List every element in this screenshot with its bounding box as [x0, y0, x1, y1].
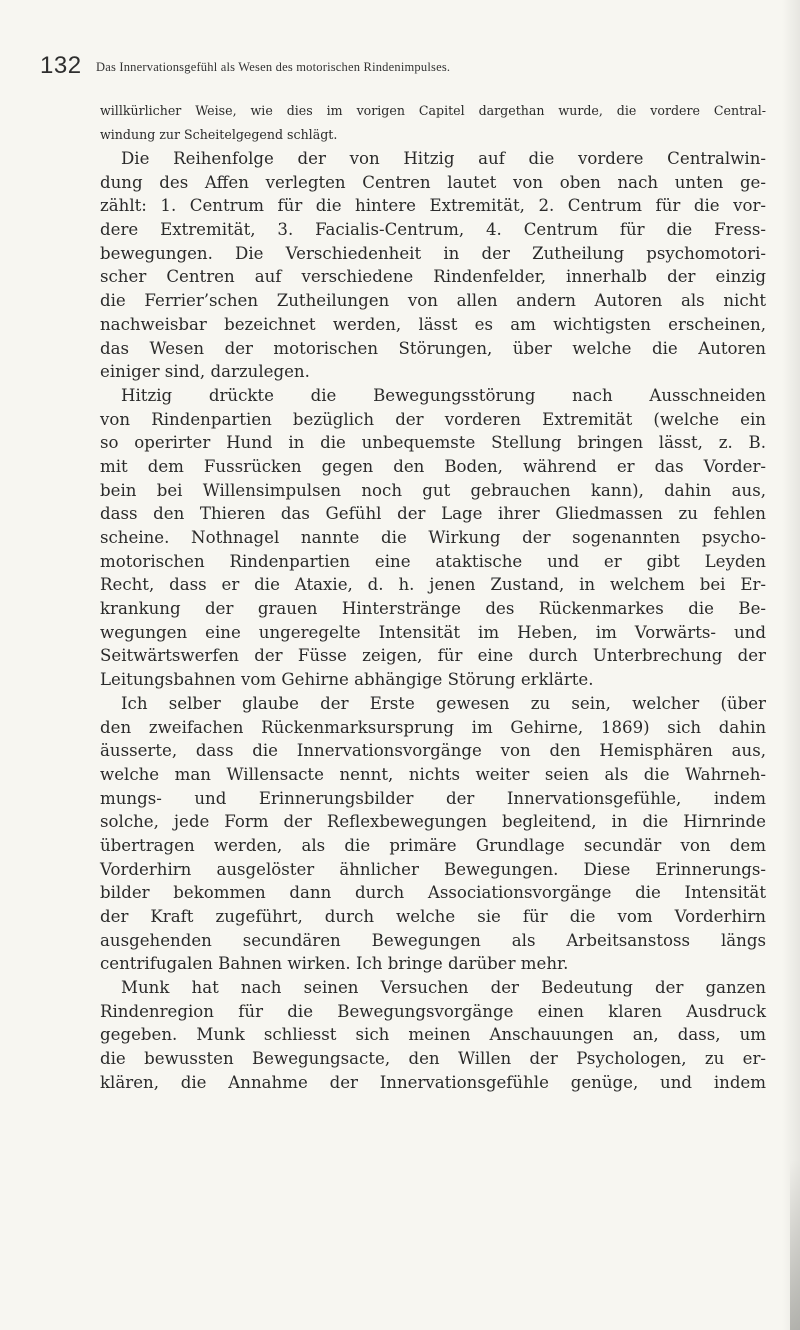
text-line: äusserte, dass die Innervationsvorgänge von den Hemisphären aus, [100, 741, 766, 761]
text-line: der Kraft zugeführt, durch welche sie für die vom Vorderhirn [100, 907, 766, 926]
text-line: windung zur Scheitelgegend schlägt. [100, 126, 338, 142]
text-line: Die Reihenfolge der von Hitzig auf die vordere Centralwin- [121, 149, 766, 168]
text-line: bein bei Willensimpulsen noch gut gebrauchen kann), dahin aus, [100, 480, 766, 500]
text-line: Munk hat nach seinen Versuchen der Bedeutung der ganzen [121, 978, 766, 998]
text-line: übertragen werden, als die primäre Grundlage secundär von dem [100, 835, 766, 855]
text-line: Recht, dass er die Ataxie, d. h. jenen Zustand, in welchem bei Er- [100, 575, 766, 595]
intro-paragraph [100, 99, 766, 146]
running-head: Das Innervationsgefühl als Wesen des motorischen Rindenimpulses. [96, 60, 451, 74]
text-line: einiger sind, darzulegen. [100, 362, 310, 382]
page-header [0, 52, 800, 92]
text-line: die Ferrier’schen Zutheilungen von allen andern Autoren als nicht [100, 291, 766, 311]
text-line: bewegungen. Die Verschiedenheit in der Zutheilung psychomotori- [100, 243, 766, 263]
text-line: solche, jede Form der Reflexbewegungen begleitend, in die Hirnrinde [100, 812, 766, 832]
text-line: von Rindenpartien bezüglich der vorderen Extremität (welche ein [100, 409, 766, 429]
text-line: Vorderhirn ausgelöster ähnlicher Bewegungen. Diese Erinnerungs- [100, 859, 766, 879]
text-line: Leitungsbahnen vom Gehirne abhängige Störung erklärte. [100, 670, 594, 690]
text-line: mit dem Fussrücken gegen den Boden, während er das Vorder- [100, 456, 766, 476]
text-line: willkürlicher Weise, wie dies im vorigen Capitel dargethan wurde, die vordere Central- [100, 103, 766, 118]
text-line: krankung der grauen Hinterstränge des Rückenmarkes die Be- [100, 599, 766, 619]
text-line: Ich selber glaube der Erste gewesen zu sein, welcher (über [121, 693, 766, 713]
page-edge-shadow [782, 0, 800, 1330]
text-line: centrifugalen Bahnen wirken. Ich bringe darüber mehr. [100, 954, 569, 974]
text-line: klären, die Annahme der Innervationsgefühle genüge, und indem [100, 1072, 766, 1092]
page-number: 132 [40, 52, 82, 79]
text-line: dass den Thieren das Gefühl der Lage ihrer Gliedmassen zu fehlen [100, 504, 766, 524]
text-line: ausgehenden secundären Bewegungen als Arbeitsanstoss längs [100, 930, 766, 950]
text-line: wegungen eine ungeregelte Intensität im Heben, im Vorwärts- und [100, 622, 766, 642]
text-line: den zweifachen Rückenmarksursprung im Gehirne, 1869) sich dahin [100, 717, 766, 737]
text-line: Seitwärtswerfen der Füsse zeigen, für eine durch Unterbrechung der [100, 646, 766, 666]
text-line: das Wesen der motorischen Störungen, über welche die Autoren [100, 338, 766, 358]
text-line: zählt: 1. Centrum für die hintere Extremität, 2. Centrum für die vor- [100, 196, 766, 216]
text-line: welche man Willensacte nennt, nichts weiter seien als die Wahrneh- [100, 764, 766, 784]
text-line: scheine. Nothnagel nannte die Wirkung der sogenannten psycho- [100, 528, 766, 547]
text-line: Rindenregion für die Bewegungsvorgänge einen klaren Ausdruck [100, 1001, 766, 1021]
body-text [100, 147, 766, 1095]
text-line: gegeben. Munk schliesst sich meinen Anschauungen an, dass, um [100, 1025, 766, 1045]
text-line: dung des Affen verlegten Centren lautet von oben nach unten ge- [100, 172, 766, 192]
text-line: dere Extremität, 3. Facialis-Centrum, 4. Centrum für die Fress- [100, 220, 766, 240]
text-line: nachweisbar bezeichnet werden, lässt es am wichtigsten erscheinen, [100, 314, 766, 334]
text-line: motorischen Rindenpartien eine ataktische und er gibt Leyden [100, 551, 766, 571]
text-line: Hitzig drückte die Bewegungsstörung nach Ausschneiden [121, 385, 766, 405]
text-line: scher Centren auf verschiedene Rindenfelder, innerhalb der einzig [100, 267, 766, 287]
page-edge-shadow-bottom [790, 1160, 800, 1330]
text-line: so operirter Hund in die unbequemste Stellung bringen lässt, z. B. [100, 433, 766, 453]
text-line: die bewussten Bewegungsacte, den Willen der Psychologen, zu er- [100, 1049, 766, 1069]
text-line: mungs- und Erinnerungsbilder der Innervationsgefühle, indem [100, 788, 766, 808]
text-line: bilder bekommen dann durch Associationsvorgänge die Intensität [100, 883, 766, 903]
